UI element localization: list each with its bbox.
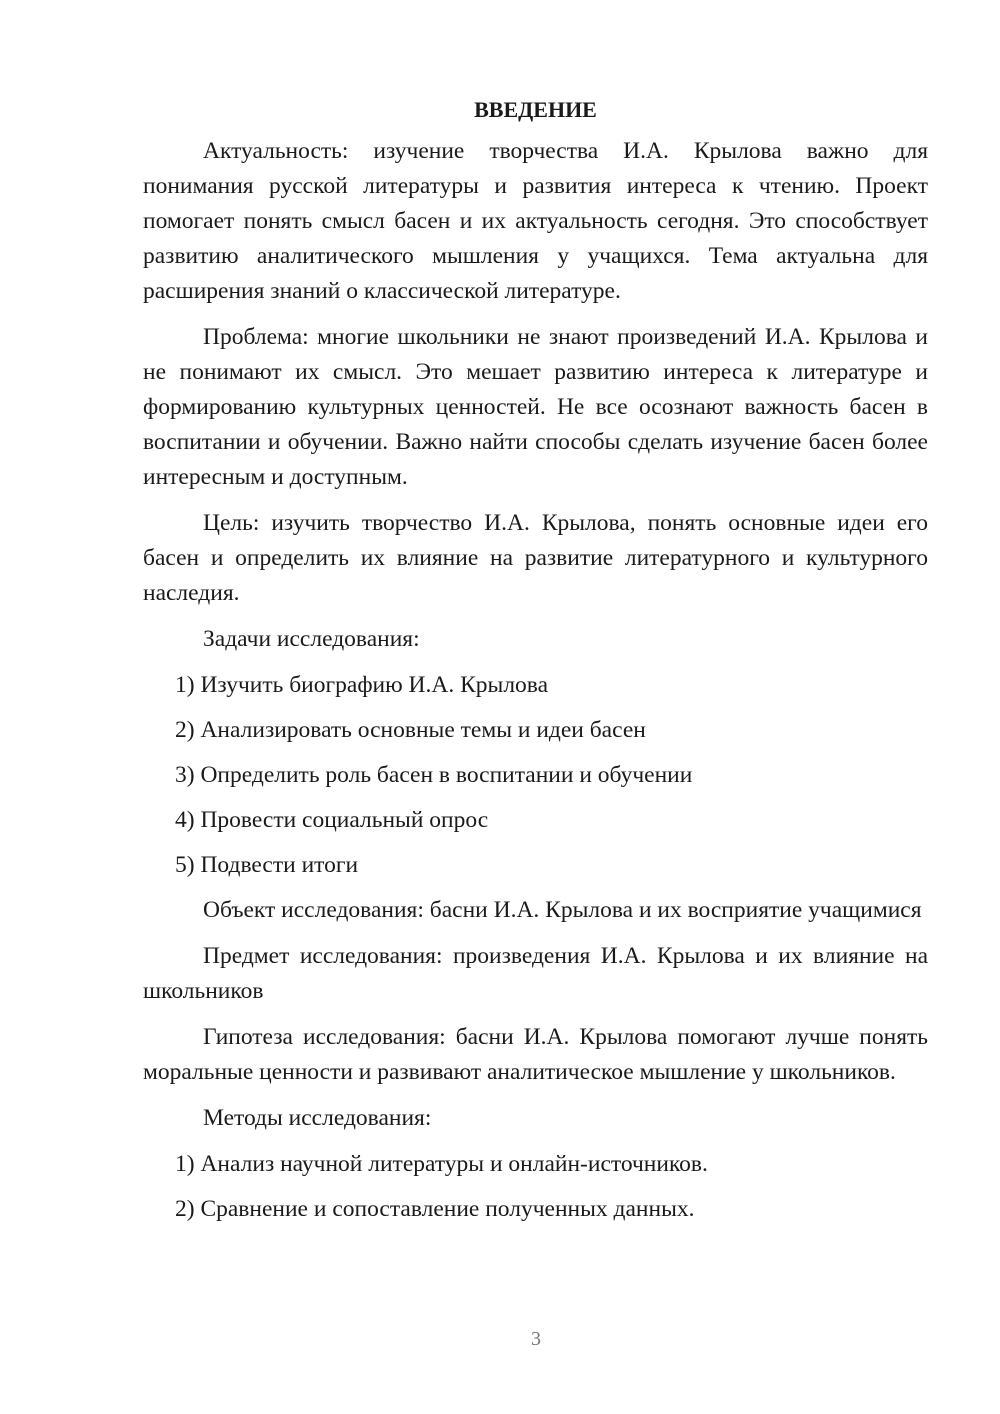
list-item: 2) Анализировать основные темы и идеи басен xyxy=(175,717,646,743)
tasks-heading: Задачи исследования: xyxy=(203,626,420,652)
page-title: ВВЕДЕНИЕ xyxy=(474,97,597,122)
tasks-list xyxy=(143,668,928,883)
list-item: 5) Подвести итоги xyxy=(175,852,359,878)
goal-paragraph: Цель: изучить творчество И.А. Крылова, понять основные идеи его басен и определить их влияние на развитие литературного и культурного наследия. xyxy=(143,510,928,606)
page-number: 3 xyxy=(531,1328,541,1350)
list-item: 1) Изучить биографию И.А. Крылова xyxy=(175,672,549,698)
hypothesis-paragraph: Гипотеза исследования: басни И.А. Крылова помогают лучше понять моральные ценности и развивают аналитическое мышление у школьников. xyxy=(143,1024,928,1085)
list-item: 2) Сравнение и сопоставление полученных данных. xyxy=(175,1196,695,1222)
relevance-paragraph: Актуальность: изучение творчества И.А. Крылова важно для понимания русской литературы и развития интереса к чтению. Проект помогает понять смысл басен и их актуальность сегодня. Это способствует развитию аналитического мышления у учащихся. Тема актуальна для расширения знаний о классической литературе. xyxy=(143,138,928,304)
subject-paragraph: Предмет исследования: произведения И.А. Крылова и их влияние на школьников xyxy=(143,943,928,1004)
page-content xyxy=(143,92,928,1237)
list-item: 4) Провести социальный опрос xyxy=(175,807,489,833)
object-paragraph: Объект исследования: басни И.А. Крылова и их восприятие учащимися xyxy=(203,897,922,923)
list-item: 3) Определить роль басен в воспитании и обучении xyxy=(175,762,693,788)
problem-paragraph: Проблема: многие школьники не знают произведений И.А. Крылова и не понимают их смысл. Это мешает развитию интереса к литературе и формированию культурных ценностей. Не все осознают важность басен в воспитании и обучении. Важно найти способы сделать изучение басен более интересным и доступным. xyxy=(143,324,928,490)
list-item: 1) Анализ научной литературы и онлайн-источников. xyxy=(175,1151,708,1177)
methods-list xyxy=(143,1147,928,1227)
methods-heading: Методы исследования: xyxy=(203,1105,432,1131)
